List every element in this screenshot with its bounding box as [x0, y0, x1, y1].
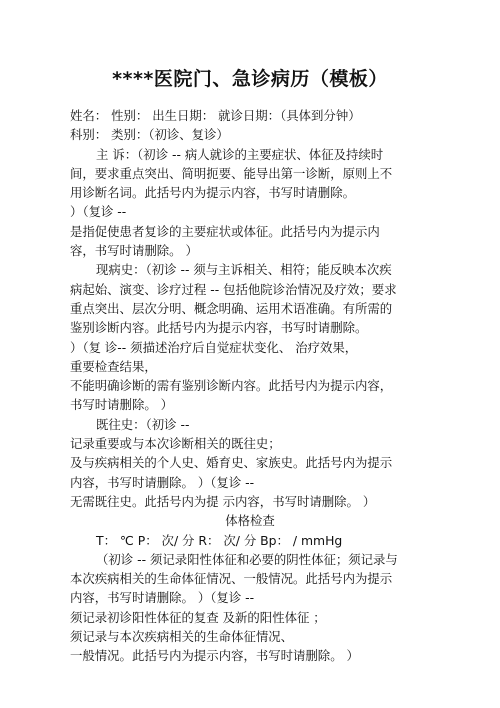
text-line: 病起始、演变、诊疗过程 -- 包括他院诊治情况及疗效；要求: [70, 281, 397, 297]
text-line: 须记录初诊阳性体征的复查 及新的阳性体征 ；: [70, 609, 326, 625]
text-line: 鉴别诊断内容。此括号内为提示内容，书写时请删除。: [70, 320, 368, 336]
text-line: 是指促使患者复诊的主要症状或体征。此括号内为提示内: [70, 223, 380, 239]
text-line: （初诊 -- 须记录阳性体征和必要的阴性体征；须记录与: [96, 551, 398, 567]
text-line: 记录重要或与本次诊断相关的既往史；: [70, 436, 281, 452]
text-line: 容，书写时请删除。 ）: [70, 243, 198, 259]
text-line: 须记录与本次疾病相关的生命体征情况、: [70, 629, 294, 645]
physical-exam-heading: 体格检查: [225, 513, 275, 529]
patient-info-line: 姓名： 性别： 出生日期： 就诊日期：（具体到分钟）: [70, 108, 361, 123]
text-line: 不能明确诊断的需有鉴别诊断内容。此括号内为提示内容，: [70, 378, 393, 394]
text-line: 一般情况。此括号内为提示内容，书写时请删除。 ）: [70, 648, 359, 664]
document-title: ****医院门、急诊病历（模板）: [112, 68, 388, 90]
text-line: ）（复诊 --: [70, 204, 127, 220]
text-line: 重要检查结果，: [70, 358, 157, 374]
text-line: 重点突出、层次分明、概念明确、运用术语准确。有所需的: [70, 300, 393, 316]
past-history-heading: 既往史：（初诊 --: [96, 416, 190, 432]
document-body: [70, 106, 430, 666]
text-line: 用诊断名词。此括号内为提示内容，书写时请删除。: [70, 185, 355, 201]
department-line: 科别： 类别：（初诊、复诊）: [70, 127, 229, 143]
text-line: 及与疾病相关的个人史、婚育史、家族史。此括号内为提示: [70, 455, 393, 471]
text-line: ）（复 诊-- 须描述治疗后自觉症状变化、 治疗效果，: [70, 339, 358, 355]
vital-signs-line: T： ℃ P： 次/ 分 R： 次/ 分 Bp： / mmHg: [96, 532, 343, 548]
present-illness-heading: 现病史：（初诊 -- 须与主诉相关、相符；能反映本次疾: [96, 262, 392, 278]
text-line: 内容，书写时请删除。 ）（复诊 --: [70, 590, 255, 606]
text-line: 本次疾病相关的生命体征情况、一般情况。此括号内为提示: [70, 571, 393, 587]
chief-complaint-heading: 主 诉：（初诊 -- 病人就诊的主要症状、体征及持续时: [96, 146, 384, 162]
text-line: 间，要求重点突出、简明扼要、能导出第一诊断，原则上不: [70, 165, 393, 181]
text-line: 书写时请删除。 ）: [70, 397, 174, 413]
text-line: 内容，书写时请删除。 ）（复诊 --: [70, 474, 255, 490]
text-line: 无需既往史。此括号内为提 示内容，书写时请删除。 ）: [70, 493, 376, 509]
